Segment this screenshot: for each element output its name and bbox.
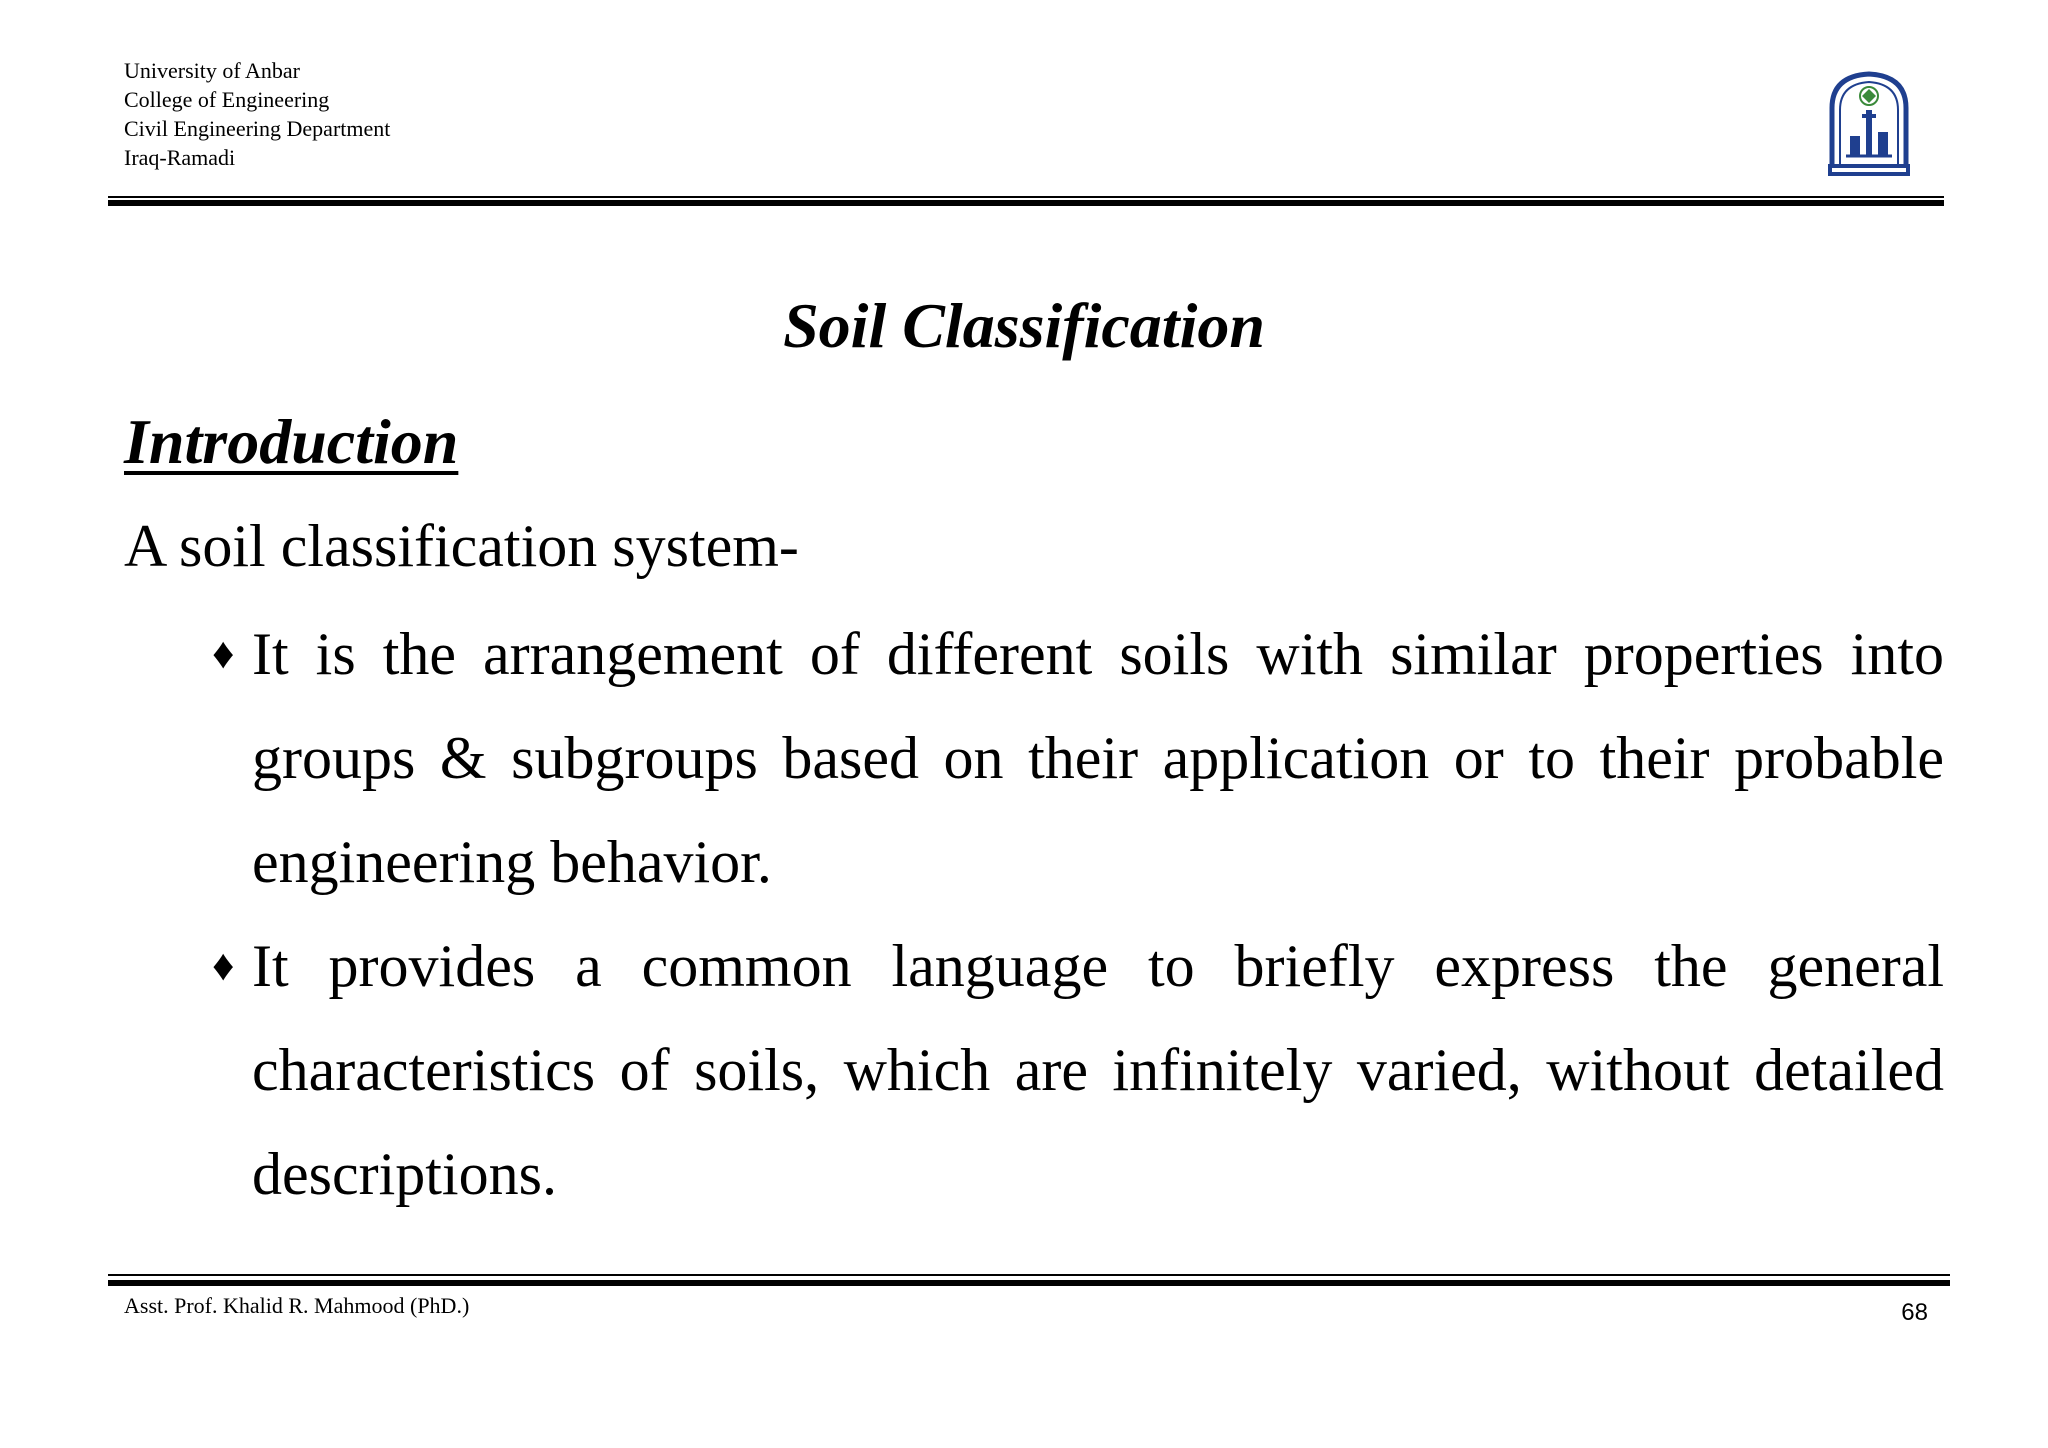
page-number: 68	[1901, 1299, 1928, 1326]
footer-divider-thin	[108, 1274, 1950, 1276]
header-divider-thin	[108, 196, 1944, 198]
footer-author: Asst. Prof. Khalid R. Mahmood (PhD.)	[124, 1293, 470, 1318]
institution-line: University of Anbar	[124, 58, 300, 83]
footer-divider-thick	[108, 1280, 1950, 1286]
bullet-item	[212, 602, 1944, 914]
diamond-bullet-icon: ♦	[212, 629, 235, 678]
institution-line: Iraq-Ramadi	[124, 145, 236, 170]
institution-line: Civil Engineering Department	[124, 116, 391, 141]
bullet-text: It is the arrangement of different soils with similar properties into groups & subgroups based on their application or to their probable engineering behavior.	[252, 621, 1944, 895]
bullet-item	[212, 914, 1944, 1226]
diamond-bullet-icon: ♦	[212, 941, 235, 990]
university-logo-icon	[1822, 70, 1916, 178]
header-divider-thick	[108, 200, 1944, 206]
section-heading: Introduction	[124, 406, 459, 477]
lead-sentence: A soil classification system-	[124, 513, 799, 579]
institution-header	[124, 56, 390, 172]
page-title: Soil Classification	[783, 290, 1265, 361]
bullet-text: It provides a common language to briefly express the general characteristics of soils, which are infinitely varied, without detailed descriptions.	[252, 933, 1944, 1207]
institution-line: College of Engineering	[124, 87, 330, 112]
